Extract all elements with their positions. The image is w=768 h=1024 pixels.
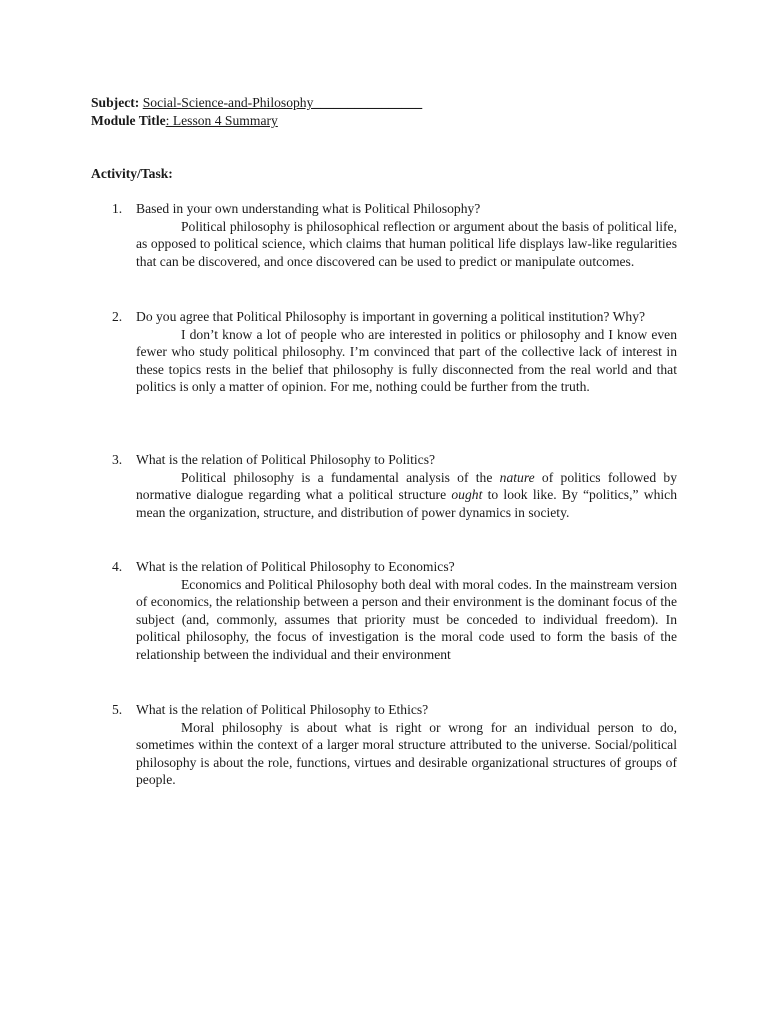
- question-body: [136, 308, 677, 396]
- question-text: Based in your own understanding what is Political Philosophy?: [136, 201, 481, 216]
- module-title-line: [91, 112, 278, 130]
- activity-heading: Activity/Task:: [91, 166, 173, 181]
- answer-emphasis: ought: [451, 487, 483, 503]
- question-text: Do you agree that Political Philosophy is important in governing a political institution? Why?: [136, 309, 646, 324]
- subject-line: [91, 94, 422, 112]
- question-body: [136, 200, 677, 270]
- question-number: 2.: [112, 309, 123, 324]
- module-title-value: : Lesson 4 Summary: [165, 113, 278, 128]
- subject-value: Social-Science-and-Philosophy________________: [142, 95, 423, 110]
- answer-text: I don’t know a lot of people who are interested in politics or philosophy and I know even fewer who study political philosophy. I’m convinced that part of the collective lack of interest in these topics rests in the belief that philosophy is fully disconnected from the real world and that politics is only a matter of opinion. For me, nothing could be further from the truth.: [136, 326, 677, 395]
- answer-segment: of politics followed by normative dialogue regarding what a political structure: [136, 469, 677, 503]
- question-text: What is the relation of Political Philosophy to Politics?: [136, 452, 436, 467]
- question-body: [136, 558, 677, 664]
- question-text: What is the relation of Political Philosophy to Economics?: [136, 559, 455, 574]
- question-number: 3.: [112, 452, 123, 467]
- question-number: 5.: [112, 702, 123, 717]
- answer-text: Moral philosophy is about what is right or wrong for an individual person to do, sometimes within the context of a larger moral structure attributed to the universe. Social/political philosophy is about the role, functions, virtues and desirable organizational structures of groups of people.: [136, 719, 677, 788]
- question-number: 1.: [112, 201, 123, 216]
- question-body: [136, 451, 677, 521]
- question-body: [136, 701, 677, 789]
- module-title-label: Module Title: [91, 113, 166, 128]
- answer-text: Economics and Political Philosophy both deal with moral codes. In the mainstream version of economics, the relationship between a person and their environment is the dominant focus of the subject (and, commonly, assumes that priority must be conceded to individual freedom). In political philosophy, the focus of investigation is the moral code used to form the basis of the relationship between the individual and their environment: [136, 576, 677, 662]
- question-text: What is the relation of Political Philosophy to Ethics?: [136, 702, 429, 717]
- answer-segment: to look like. By “politics,” which mean the organization, structure, and distribution of power dynamics in society.: [136, 487, 677, 520]
- question-number: 4.: [112, 559, 123, 574]
- answer-segment: Political philosophy is a fundamental analysis of the: [181, 469, 500, 485]
- answer-text: [136, 469, 677, 522]
- subject-label: Subject:: [91, 95, 140, 110]
- answer-text: Political philosophy is philosophical reflection or argument about the basis of political life, as opposed to political science, which claims that human political life displays law-like regularities that can be discovered, and once discovered can be used to predict or manipulate outcomes.: [136, 218, 677, 269]
- answer-emphasis: nature: [499, 469, 535, 485]
